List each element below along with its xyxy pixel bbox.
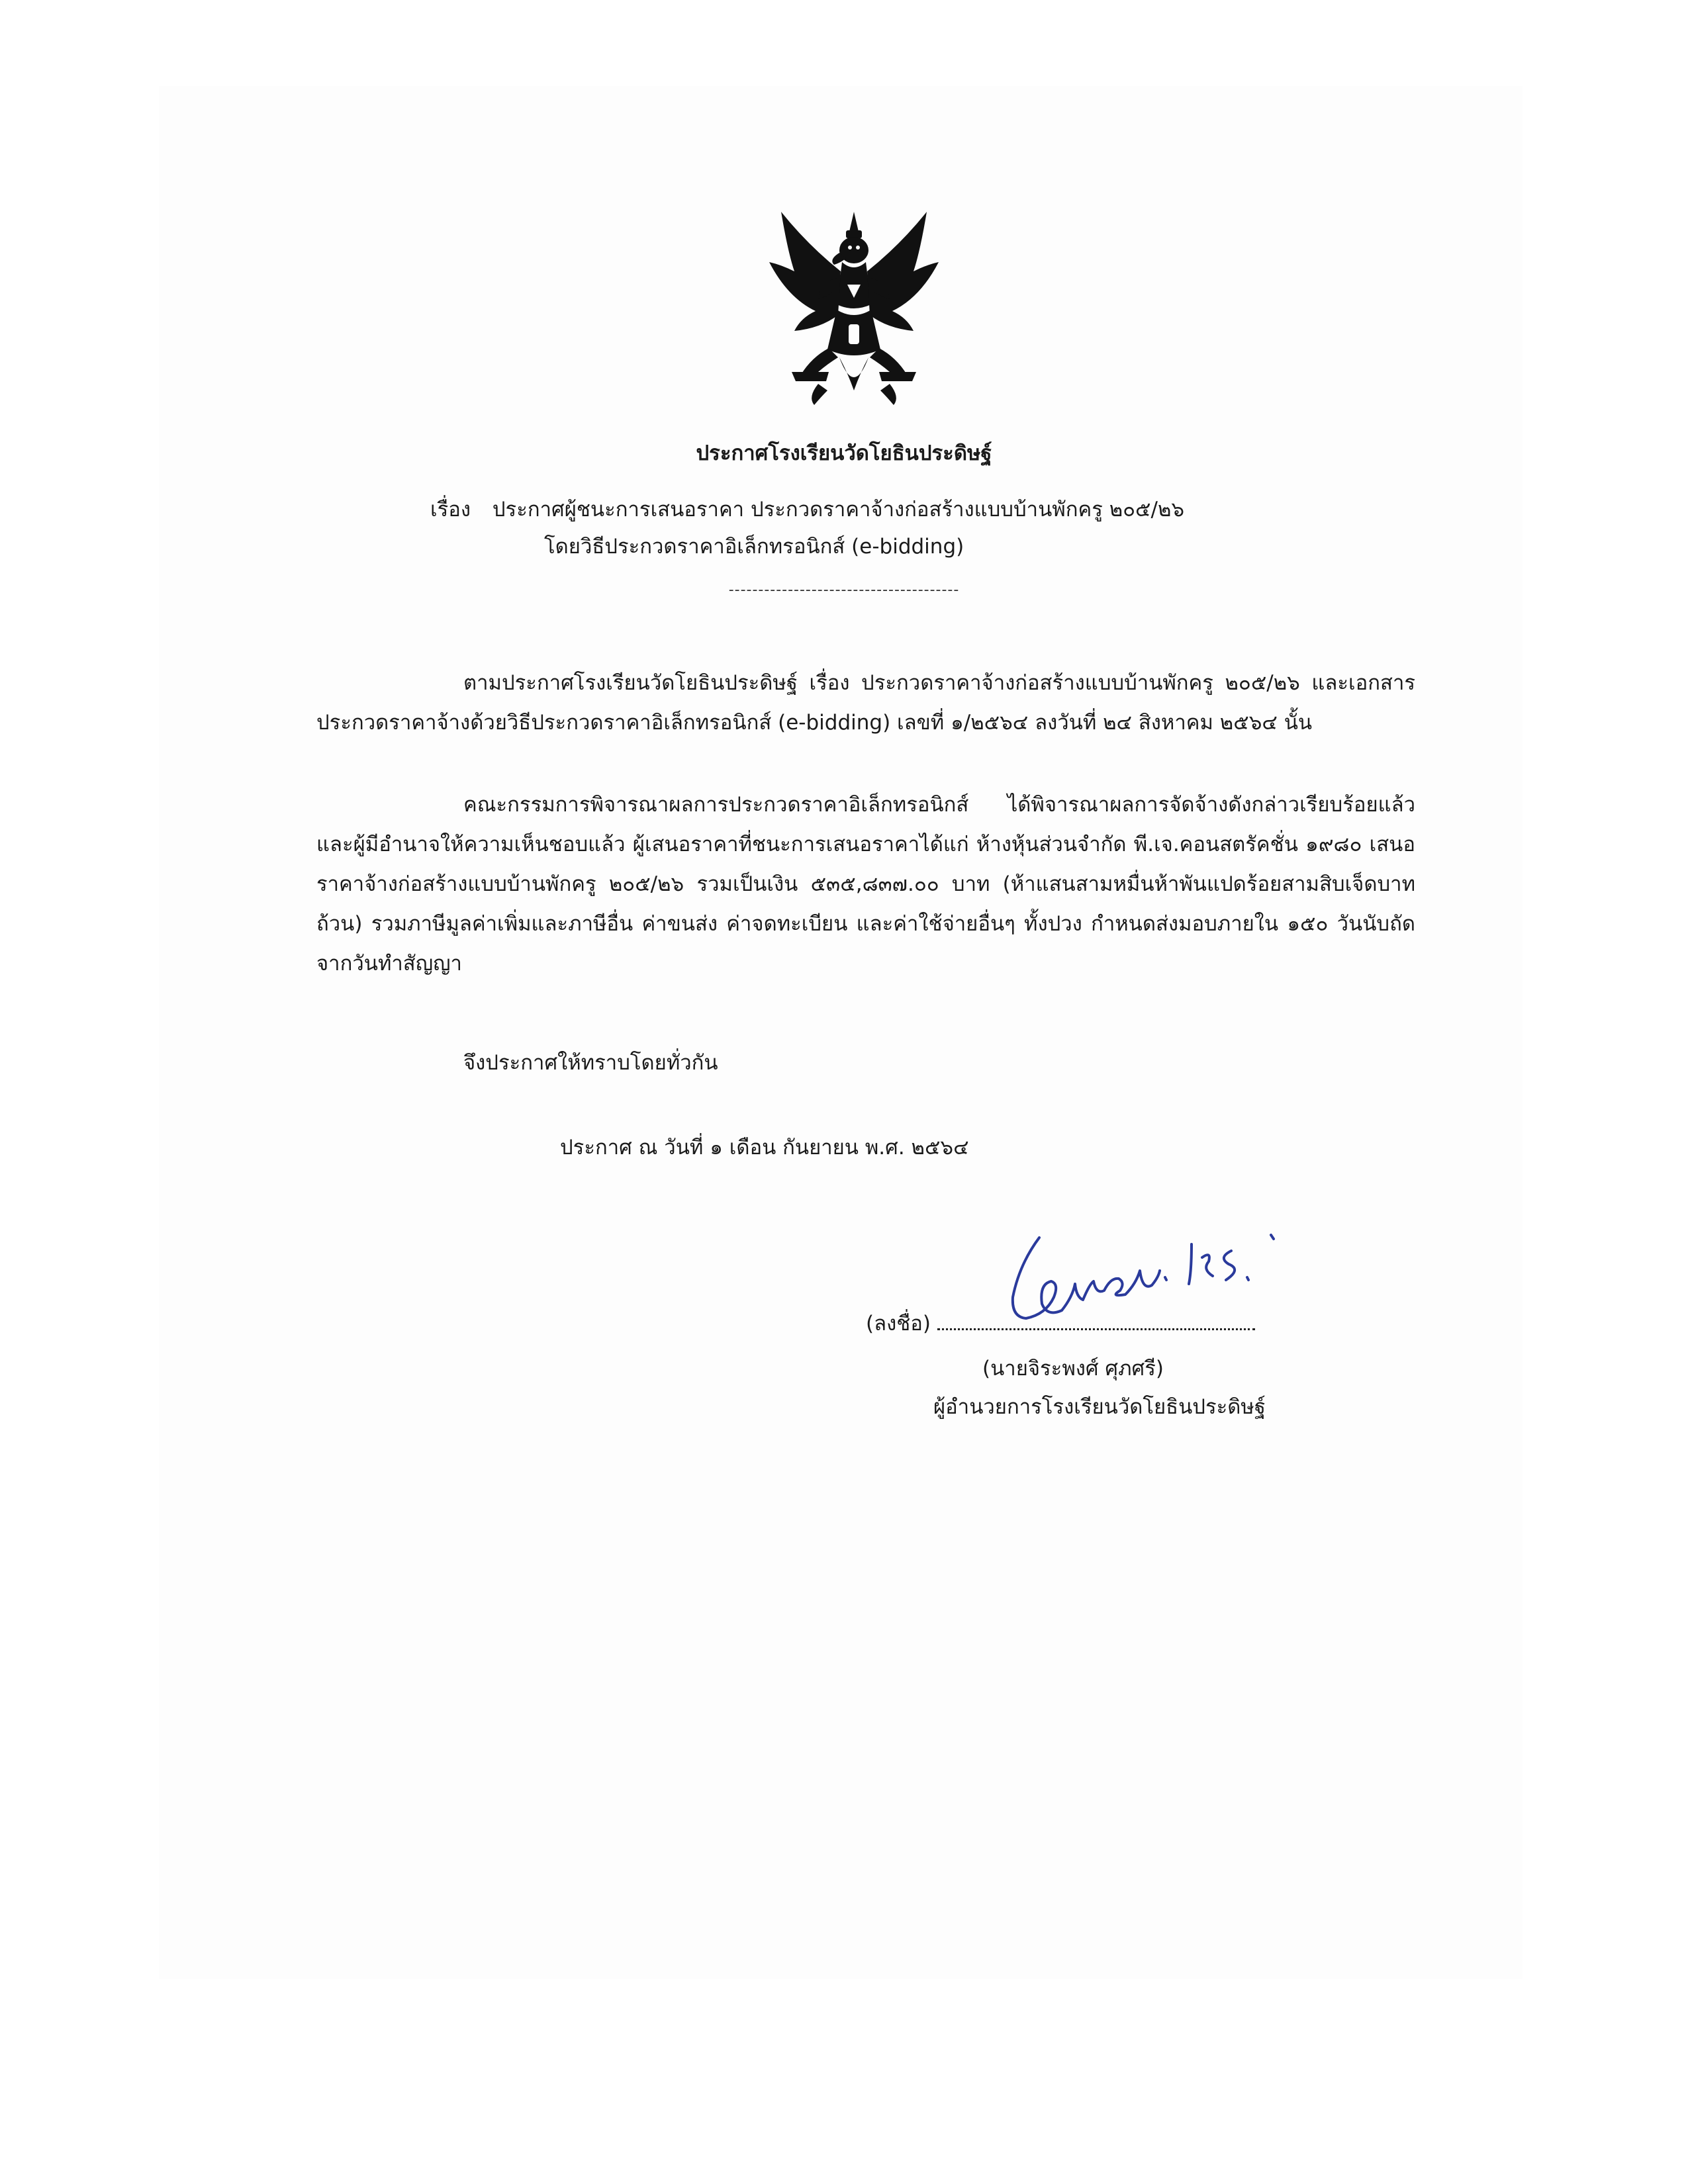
paragraph-text: คณะกรรมการพิจารณาผลการประกวดราคาอิเล็กทรอนิกส์ ได้พิจารณาผลการจัดจ้างดังกล่าวเรียบร้อยแล้ว และผู้มีอำนาจให้ความเห็นชอบแล้ว ผู้เสนอราคาที่ชนะการเสนอราคาได้แก่ ห้างหุ้นส่วนจำกัด พี.เจ.คอนสตรัคชั่น ๑๙๘๐ เสนอราคาจ้างก่อสร้างแบบบ้านพักครู ๒๐๕/๒๖ รวมเป็นเงิน ๕๓๕,๘๓๗.๐๐ บาท (ห้าแสนสามหมื่นห้าพันแปดร้อยสามสิบเจ็ดบาทถ้วน) รวมภาษีมูลค่าเพิ่มและภาษีอื่น ค่าขนส่ง ค่าจดทะเบียน และค่าใช้จ่ายอื่นๆ ทั้งปวง กำหนดส่งมอบภายใน ๑๕๐ วันนับถัดจากวันทำสัญญา — [316, 793, 1415, 976]
garuda-emblem-icon — [755, 199, 953, 410]
subject-line-1: ประกาศผู้ชนะการเสนอราคา ประกวดราคาจ้างก่อสร้างแบบบ้านพักครู ๒๐๕/๒๖ — [492, 498, 1185, 522]
signer-name: (นายจิระพงศ์ ศุภศรี) — [982, 1357, 1164, 1381]
sign-label: (ลงชื่อ) — [866, 1312, 931, 1336]
subject-label: เรื่อง — [430, 498, 471, 522]
signer-position: ผู้อำนวยการโรงเรียนวัดโยธินประดิษฐ์ — [933, 1395, 1266, 1419]
signature-line — [866, 1305, 1255, 1342]
announcement-date: ประกาศ ณ วันที่ ๑ เดือน กันยายน พ.ศ. ๒๕๖๔ — [560, 1136, 969, 1160]
signature-dotted-line — [937, 1319, 1255, 1330]
paragraph-text: ตามประกาศโรงเรียนวัดโยธินประดิษฐ์ เรื่อง ประกวดราคาจ้างก่อสร้างแบบบ้านพักครู ๒๐๕/๒๖ และเอกสารประกวดราคาจ้างด้วยวิธีประกวดราคาอิเล็กทรอนิกส์ (e-bidding) เลขที่ ๑/๒๕๖๔ ลงวันที่ ๒๔ สิงหาคม ๒๕๖๔ นั้น — [316, 671, 1415, 735]
closing-statement: จึงประกาศให้ทราบโดยทั่วกัน — [463, 1051, 718, 1075]
body-paragraph-1 — [316, 663, 1415, 743]
document-title: ประกาศโรงเรียนวัดโยธินประดิษฐ์ — [696, 441, 992, 465]
subject-block — [430, 491, 1184, 565]
subject-line-2: โดยวิธีประกวดราคาอิเล็กทรอนิกส์ (e-bidding) — [544, 535, 964, 559]
title-divider: --------------------------------------- — [728, 582, 960, 598]
body-paragraph-2 — [316, 785, 1415, 983]
